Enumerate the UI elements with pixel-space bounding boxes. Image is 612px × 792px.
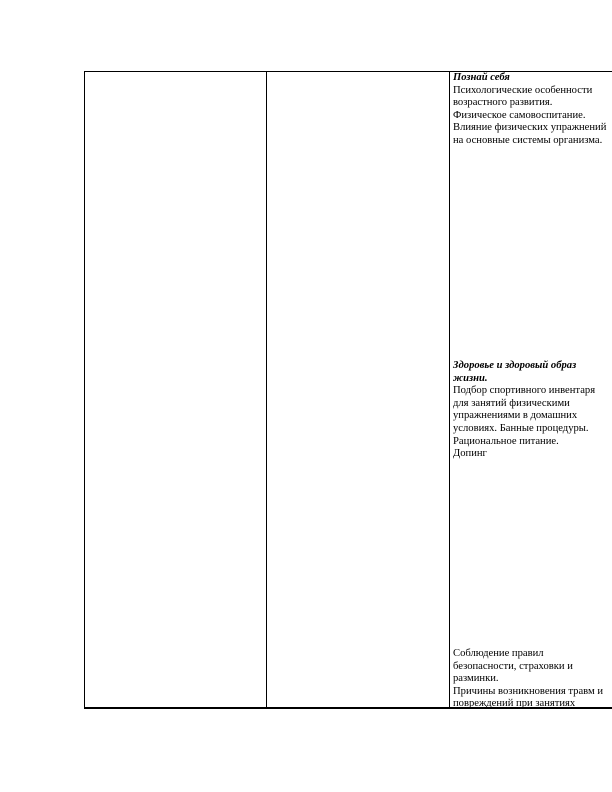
section-know-yourself <box>453 72 612 148</box>
text-line: повреждений при занятиях <box>453 698 576 710</box>
section-title-line: Здоровье и здоровый образ <box>453 360 577 371</box>
column-divider-2 <box>449 71 450 709</box>
table-left-border <box>84 71 85 709</box>
text-line: на основные системы организма. <box>453 134 603 146</box>
text-line: Допинг <box>453 448 487 460</box>
text-line: для занятий физическими <box>453 397 570 409</box>
section-health-lifestyle <box>453 360 612 461</box>
section-title-line: жизни. <box>453 372 488 384</box>
text-line: Причины возникновения травм и <box>453 685 604 697</box>
text-line: Физическое самовоспитание. <box>453 109 586 121</box>
text-line: условиях. Банные процедуры. <box>453 422 589 434</box>
column-divider-1 <box>266 71 267 709</box>
text-line: безопасности, страховки и <box>453 660 573 672</box>
text-line: Подбор спортивного инвентаря <box>453 385 596 397</box>
text-line: разминки. <box>453 673 499 685</box>
text-line: Соблюдение правил <box>453 648 544 659</box>
text-line: Психологические особенности <box>453 84 593 96</box>
text-line: Рациональное питание. <box>453 435 559 447</box>
text-line: Влияние физических упражнений <box>453 122 607 134</box>
text-line: возрастного развития. <box>453 97 553 109</box>
section-title: Познай себя <box>453 72 510 83</box>
text-line: упражнениями в домашних <box>453 410 578 422</box>
section-safety <box>453 648 612 711</box>
